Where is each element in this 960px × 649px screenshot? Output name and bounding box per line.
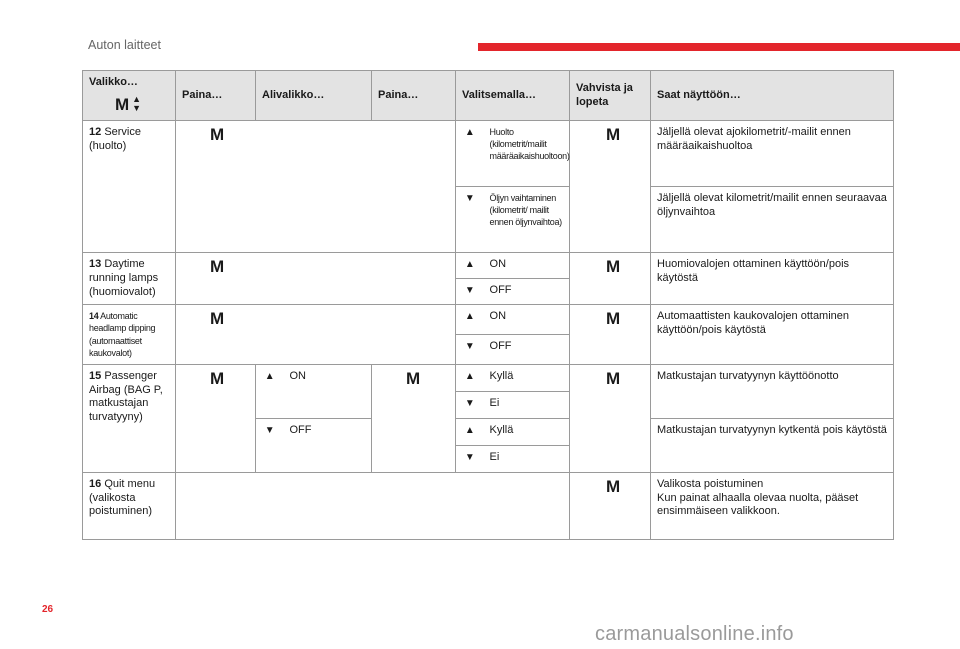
press-cell (372, 364, 456, 472)
menu-cell-quit: 16 Quit menu (valikosta poistuminen) (83, 472, 176, 539)
header-submenu: Alivalikko… (256, 71, 372, 121)
table-row (83, 121, 894, 187)
option-cell: Kyllä (484, 418, 570, 445)
m-button-icon: M (606, 125, 621, 144)
down-arrow-icon: ▼ (456, 187, 484, 253)
result-cell: Jäljellä olevat ajokilometrit/-mailit ennen määräaikaishuoltoa (651, 121, 894, 187)
table-header-row (83, 71, 894, 121)
header-display: Saat näyttöön… (651, 71, 894, 121)
down-arrow-icon: ▼ (256, 418, 284, 472)
m-button-icon: M (406, 368, 421, 388)
press-cell (176, 364, 256, 472)
option-cell: Ei (484, 391, 570, 418)
up-arrow-icon: ▲ (456, 253, 484, 279)
menu-table (82, 70, 894, 540)
table-row (83, 364, 894, 391)
result-cell: Jäljellä olevat kilometrit/mailit ennen seuraavaa öljynvaihtoa (651, 187, 894, 253)
option-cell: ON (484, 253, 570, 279)
up-arrow-icon: ▲ (456, 364, 484, 391)
m-button-icon: M (606, 476, 621, 496)
confirm-cell (570, 472, 651, 539)
menu-cell-daytime: 13 Daytime running lamps (huomiovalot) (83, 253, 176, 305)
header-press2: Paina… (372, 71, 456, 121)
option-cell: Kyllä (484, 364, 570, 391)
option-cell: ON (484, 305, 570, 335)
m-button-icon: M (606, 257, 621, 276)
down-arrow-icon: ▼ (456, 391, 484, 418)
option-cell: OFF (484, 335, 570, 365)
header-confirm: Vahvista ja lopeta (570, 71, 651, 121)
submenu-cell: OFF (284, 418, 372, 472)
m-button-icon: M (606, 368, 621, 388)
confirm-cell (570, 253, 651, 305)
option-cell: Ei (484, 445, 570, 472)
press-cell (176, 253, 456, 305)
down-arrow-icon: ▼ (456, 335, 484, 365)
header-press1: Paina… (176, 71, 256, 121)
result-cell: Huomiovalojen ottaminen käyttöön/pois käytöstä (651, 253, 894, 305)
section-title: Auton laitteet (88, 38, 161, 52)
result-cell: Matkustajan turvatyynyn käyttöönotto (651, 364, 894, 418)
header-select: Valitsemalla… (456, 71, 570, 121)
up-arrow-icon: ▲ (456, 121, 484, 187)
menu-buttons-icon: M ▲ ▼ (115, 94, 142, 114)
table-row (83, 305, 894, 335)
menu-cell-airbag: 15 Passenger Airbag (BAG P, matkustajan turvatyyny) (83, 364, 176, 472)
press-cell (176, 305, 456, 365)
up-arrow-icon: ▲ (456, 418, 484, 445)
table-row (83, 253, 894, 279)
m-button-icon: M (210, 368, 225, 388)
result-cell: Matkustajan turvatyynyn kytkentä pois käytöstä (651, 418, 894, 472)
m-button-icon: M (210, 257, 225, 276)
confirm-cell (570, 305, 651, 365)
confirm-cell (570, 121, 651, 253)
down-arrow-icon: ▼ (456, 445, 484, 472)
up-arrow-icon: ▲ (456, 305, 484, 335)
empty-cell (176, 472, 570, 539)
section-accent-bar (478, 43, 960, 51)
option-cell: Öljyn vaihtaminen (kilometrit/ mailit ennen öljynvaihtoa) (484, 187, 570, 253)
up-arrow-icon: ▲ (256, 364, 284, 418)
option-cell: OFF (484, 279, 570, 305)
page-number: 26 (42, 604, 54, 615)
result-cell: Automaattisten kaukovalojen ottaminen käyttöön/pois käytöstä (651, 305, 894, 365)
submenu-cell: ON (284, 364, 372, 418)
header-menu: Valikko… M ▲ ▼ (83, 71, 176, 121)
down-arrow-icon: ▼ (456, 279, 484, 305)
m-button-icon: M (606, 309, 621, 329)
confirm-cell (570, 364, 651, 472)
table-row (83, 472, 894, 539)
m-button-icon: M (210, 125, 225, 144)
option-cell: Huolto (kilometrit/mailit määräaikaishuoltoon) (484, 121, 570, 187)
watermark: carmanualsonline.info (595, 623, 794, 645)
m-button-icon: M (210, 309, 225, 329)
press-cell (176, 121, 456, 253)
menu-cell-service: 12 Service (huolto) (83, 121, 176, 253)
result-cell: Valikosta poistuminen Kun painat alhaalla olevaa nuolta, pääset ensimmäiseen valikkoon. (651, 472, 894, 539)
menu-cell-headlamp: 14 Automatic headlamp dipping (automaattiset kaukovalot) (83, 305, 176, 365)
